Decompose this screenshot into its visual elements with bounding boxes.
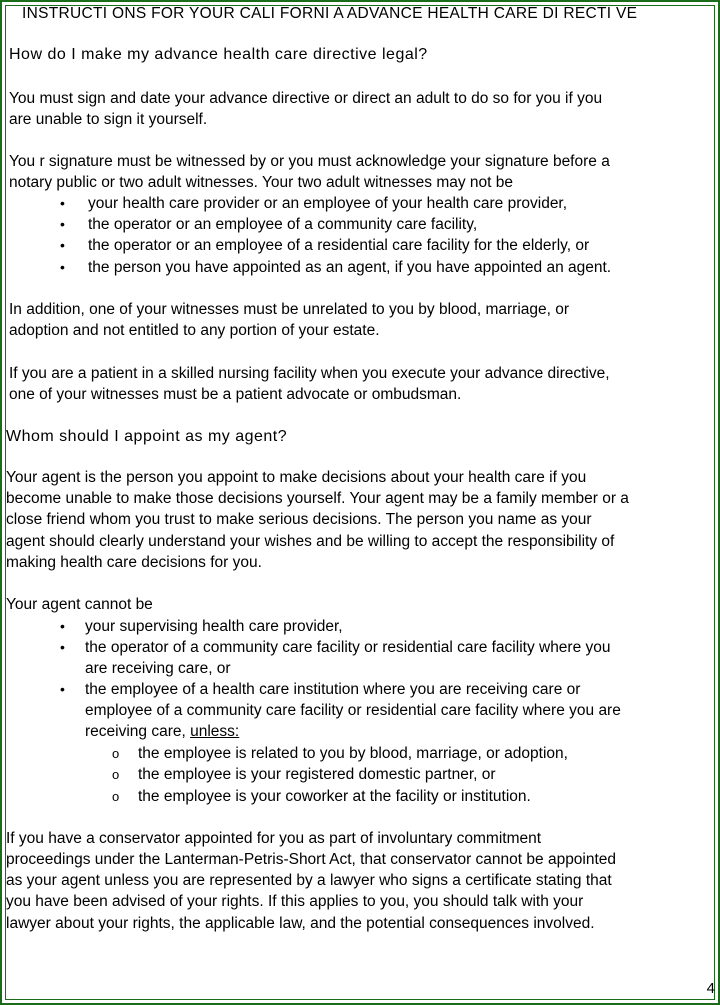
bullet-icon: • [60,639,65,655]
circle-bullet-icon: o [112,789,120,804]
s2-p2-line: Your agent cannot be [6,596,153,613]
bullet-icon: • [60,237,65,253]
section2-heading: Whom should I appoint as my agent? [6,428,288,445]
document-title: INSTRUCTI ONS FOR YOUR CALI FORNI A ADVANCE HEALTH CARE DI RECTI VE [22,5,638,22]
s2-p1-line: agent should clearly understand your wishes and be willing to accept the responsibility of [6,533,615,550]
s2-p3-line: proceedings under the Lanterman-Petris-Short Act, that conservator cannot be appointed [6,851,617,868]
s1-p4-line: one of your witnesses must be a patient advocate or ombudsman. [9,386,462,403]
s1-p3-line: In addition, one of your witnesses must be unrelated to you by blood, marriage, or [9,301,570,318]
s1-p1-line: are unable to sign it yourself. [9,111,208,128]
circle-bullet-icon: o [112,767,120,782]
s1-p2-line: You r signature must be witnessed by or you must acknowledge your signature before a [9,153,610,170]
s1-p2-line: notary public or two adult witnesses. Your two adult witnesses may not be [9,174,514,191]
s1-p4-line: If you are a patient in a skilled nursing facility when you execute your advance directive, [9,365,610,382]
s2-p3-line: If you have a conservator appointed for you as part of involuntary commitment [6,830,542,847]
bullet-icon: • [60,618,65,634]
s2-p1-line: become unable to make those decisions yourself. Your agent may be a family member or a [6,490,629,507]
document-page: INSTRUCTI ONS FOR YOUR CALI FORNI A ADVANCE HEALTH CARE DI RECTI VE How do I make my advance health care directive legal? You must sign and date your advance directive or direct an adult to do so for you if you are unable to sign it yourself. You r signature must be witnessed by or you must acknowledge your signature before a notary public or two adult witnesses. Your two adult witnesses may not be • your health care provider or an employee of your health care provider, • the operator or an employee of a community care facility, • the operator or an employee of a residential care facility for the elderly, or • the person you have appointed as an agent, if you have appointed an agent. In addition, one of your witnesses must be unrelated to you by blood, marriage, or adoption and not entitled to any portion of your estate. If you are a patient in a skilled nursing facility when you execute your advance directive, one of your witnesses must be a patient advocate or ombudsman. Whom should I appoint as my agent? Your agent is the person you appoint to make decisions about your health care if you become unable to make those decisions yourself. Your agent may be a family member or a close friend whom you trust to make serious decisions. The person you name as your agent should clearly understand your wishes and be willing to accept the responsibility of making health care decisions for you. Your agent cannot be • your supervising health care provider, • the operator of a community care facility or residential care facility where you are receiving care, or • the employee of a health care institution where you are receiving care or employee of a community care facility or residential care facility where you are receiving care, unless: o the employee is related to you by blood, marriage, or adoption, o the employee is your registered domestic partner, or o the employee is your coworker at the facility or institution. If you have a conservator appointed for you as part of involuntary commitment proceedings under the Lanterman-Petris-Short Act, that conservator cannot be appointed as your agent unless you are represented by a lawyer who signs a certificate stating that you have been advised of your rights. If this applies to you, you should talk with your lawyer about your rights, the applicable law, and the potential consequences involved. 4 [6,5,715,997]
s2-p3-line: you have been advised of your rights. If this applies to you, you should talk with your [6,893,584,910]
s1-p1-line: You must sign and date your advance directive or direct an adult to do so for you if you [9,90,603,107]
s2-p3-line: as your agent unless you are represented by a lawyer who signs a certificate stating that [6,872,612,889]
bullet-icon: • [60,259,65,275]
s2-p3-line: lawyer about your rights, the applicable law, and the potential consequences involved. [6,915,595,932]
bullet-icon: • [60,681,65,697]
s2-p1-line: close friend whom you trust to make serious decisions. The person you name as your [6,511,592,528]
bullet-icon: • [60,216,65,232]
bullet-icon: • [60,195,65,211]
s1-p3-line: adoption and not entitled to any portion of your estate. [9,322,380,339]
page-number: 4 [706,980,715,997]
s2-p1-line: Your agent is the person you appoint to make decisions about your health care if you [6,469,587,486]
section1-heading: How do I make my advance health care directive legal? [9,46,428,63]
unless-underlined: unless: [190,723,240,740]
circle-bullet-icon: o [112,746,120,761]
s2-p1-line: making health care decisions for you. [6,554,262,571]
